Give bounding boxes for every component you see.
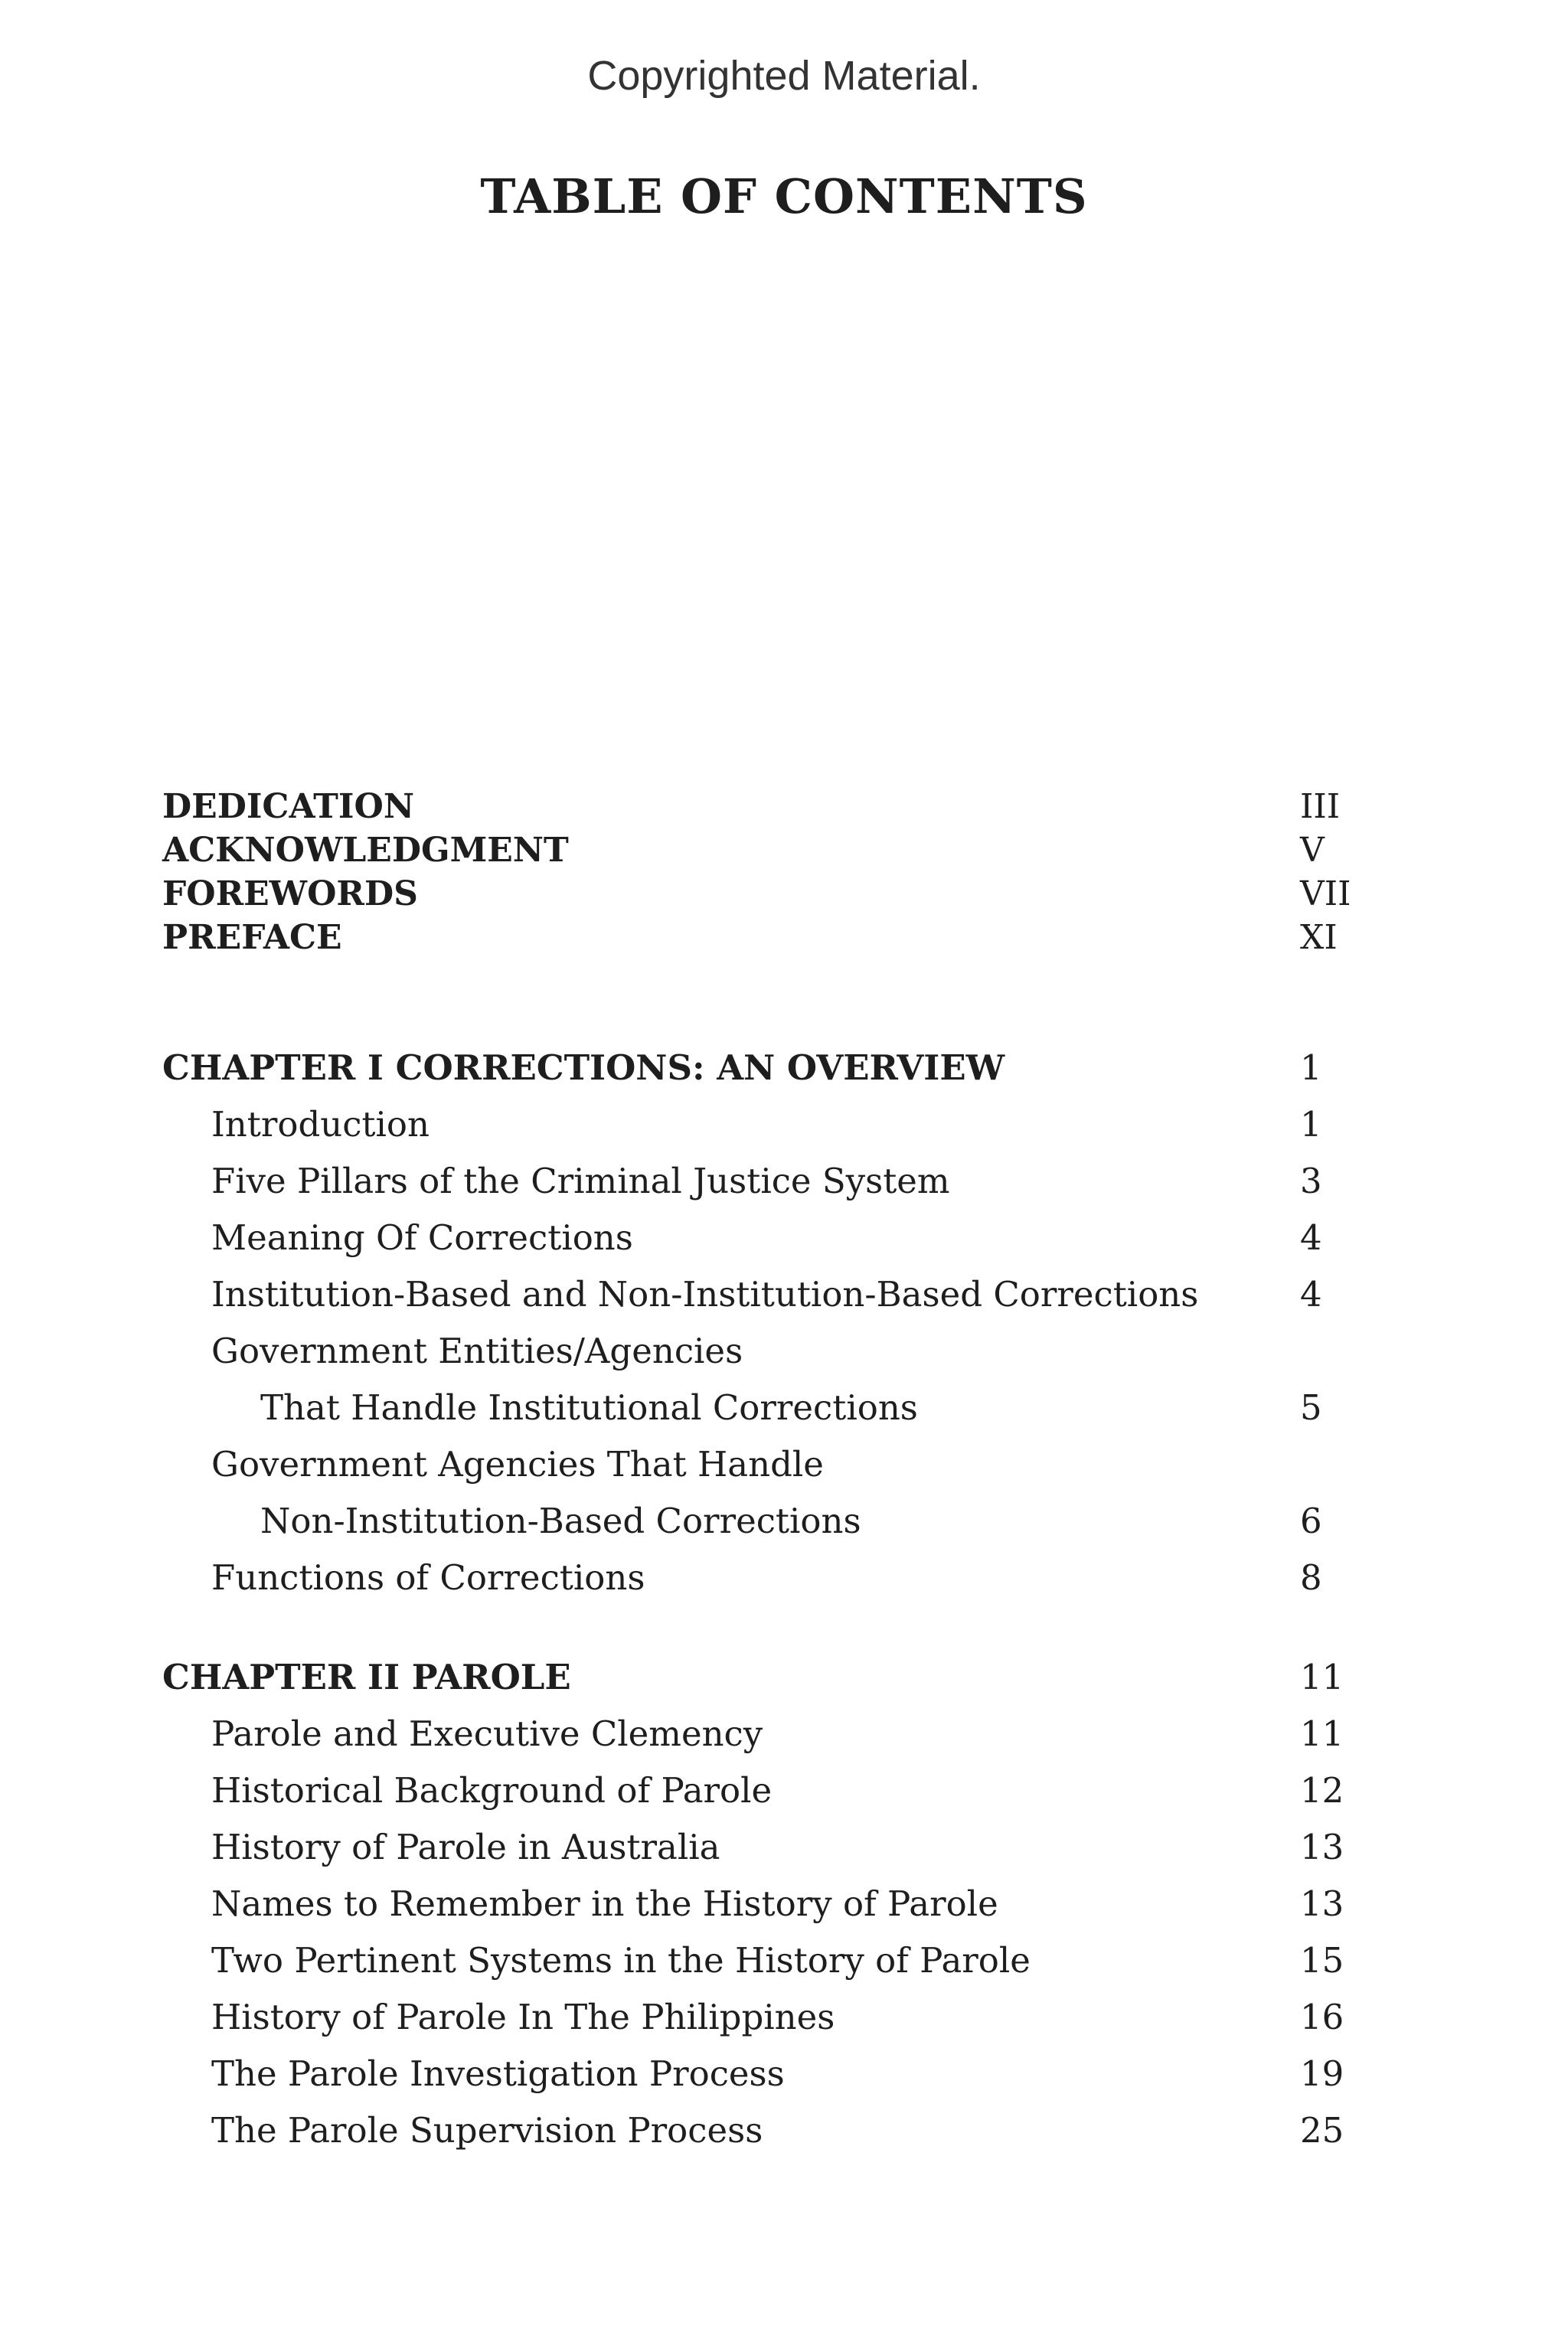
toc-entry — [162, 1770, 1387, 1827]
toc-entry-label: The Parole Investigation Process — [211, 2053, 785, 2094]
toc-entry-label: History of Parole In The Philippines — [211, 1997, 835, 2037]
toc-entry — [162, 2053, 1387, 2110]
toc-entry-continuation — [162, 1501, 1387, 1557]
toc-entry — [162, 1331, 1387, 1387]
toc-entry-label: DEDICATION — [162, 787, 415, 826]
chapter-2-section — [162, 1657, 1387, 2167]
toc-entry-page: 11 — [1300, 1713, 1344, 1754]
toc-entry-page: 15 — [1300, 1940, 1344, 1981]
toc-entry-label: Non-Institution-Based Corrections — [260, 1501, 861, 1541]
toc-entry-label: Government Agencies That Handle — [211, 1444, 824, 1485]
toc-entry-forewords — [162, 874, 1387, 918]
chapter-1-heading — [162, 1047, 1387, 1104]
toc-entry-continuation — [162, 1387, 1387, 1444]
toc-entry-label: History of Parole in Australia — [211, 1827, 720, 1867]
toc-entry-label: Historical Background of Parole — [211, 1770, 773, 1811]
toc-entry — [162, 1883, 1387, 1940]
toc-entry-label: FOREWORDS — [162, 874, 418, 913]
chapter-2-heading — [162, 1657, 1387, 1713]
toc-entry-label: Introduction — [211, 1104, 430, 1145]
toc-entry-label: Institution-Based and Non-Institution-Based Corrections — [211, 1274, 1199, 1315]
toc-entry — [162, 1940, 1387, 1997]
toc-entry-page: 13 — [1300, 1883, 1344, 1924]
toc-entry-page: 13 — [1300, 1827, 1344, 1867]
table-of-contents — [162, 787, 1387, 2167]
toc-entry-label: Names to Remember in the History of Parole — [211, 1883, 998, 1924]
toc-entry — [162, 1104, 1387, 1161]
toc-entry — [162, 1997, 1387, 2053]
toc-entry-label: That Handle Institutional Corrections — [260, 1387, 918, 1428]
toc-entry-page: 4 — [1300, 1274, 1322, 1315]
toc-entry-page: 5 — [1300, 1387, 1322, 1428]
front-matter-list — [162, 787, 1387, 962]
toc-entry — [162, 1274, 1387, 1331]
toc-entry-page: 1 — [1300, 1104, 1322, 1145]
toc-entry-page: V — [1300, 831, 1325, 870]
toc-entry-page: 8 — [1300, 1557, 1322, 1598]
toc-entry-label: The Parole Supervision Process — [211, 2110, 763, 2151]
chapter-heading-label: CHAPTER II PAROLE — [162, 1657, 571, 1697]
toc-entry — [162, 1444, 1387, 1501]
chapter-heading-page: 11 — [1300, 1657, 1344, 1697]
page-title: TABLE OF CONTENTS — [480, 168, 1088, 224]
chapter-heading-label: CHAPTER I CORRECTIONS: AN OVERVIEW — [162, 1047, 1005, 1088]
toc-entry-page: III — [1300, 787, 1341, 826]
toc-entry-page: 3 — [1300, 1161, 1322, 1201]
toc-entry-acknowledgment — [162, 831, 1387, 874]
toc-entry-label: Five Pillars of the Criminal Justice System — [211, 1161, 950, 1201]
toc-entry-label: Meaning Of Corrections — [211, 1217, 633, 1258]
toc-entry-label: Parole and Executive Clemency — [211, 1713, 763, 1754]
copyright-watermark: Copyrighted Material. — [587, 53, 981, 99]
toc-entry-label: PREFACE — [162, 918, 342, 957]
toc-entry — [162, 1827, 1387, 1883]
toc-entry — [162, 1713, 1387, 1770]
toc-entry — [162, 2110, 1387, 2167]
toc-entry-label: Two Pertinent Systems in the History of Parole — [211, 1940, 1031, 1981]
chapter-1-section — [162, 1047, 1387, 1614]
toc-entry-page: 6 — [1300, 1501, 1322, 1541]
toc-entry-page: 19 — [1300, 2053, 1344, 2094]
toc-entry-page: VII — [1300, 874, 1351, 913]
toc-entry-page: 25 — [1300, 2110, 1344, 2151]
toc-entry-label: Functions of Corrections — [211, 1557, 645, 1598]
toc-entry — [162, 1161, 1387, 1217]
toc-entry-page: 4 — [1300, 1217, 1322, 1258]
chapter-heading-page: 1 — [1300, 1047, 1322, 1088]
toc-entry — [162, 1557, 1387, 1614]
toc-entry — [162, 1217, 1387, 1274]
toc-entry-page: 16 — [1300, 1997, 1344, 2037]
toc-entry-label: ACKNOWLEDGMENT — [162, 831, 569, 870]
toc-entry-preface — [162, 918, 1387, 962]
toc-entry-dedication — [162, 787, 1387, 831]
toc-entry-page: 12 — [1300, 1770, 1344, 1811]
toc-entry-label: Government Entities/Agencies — [211, 1331, 743, 1371]
toc-entry-page: XI — [1300, 918, 1338, 957]
